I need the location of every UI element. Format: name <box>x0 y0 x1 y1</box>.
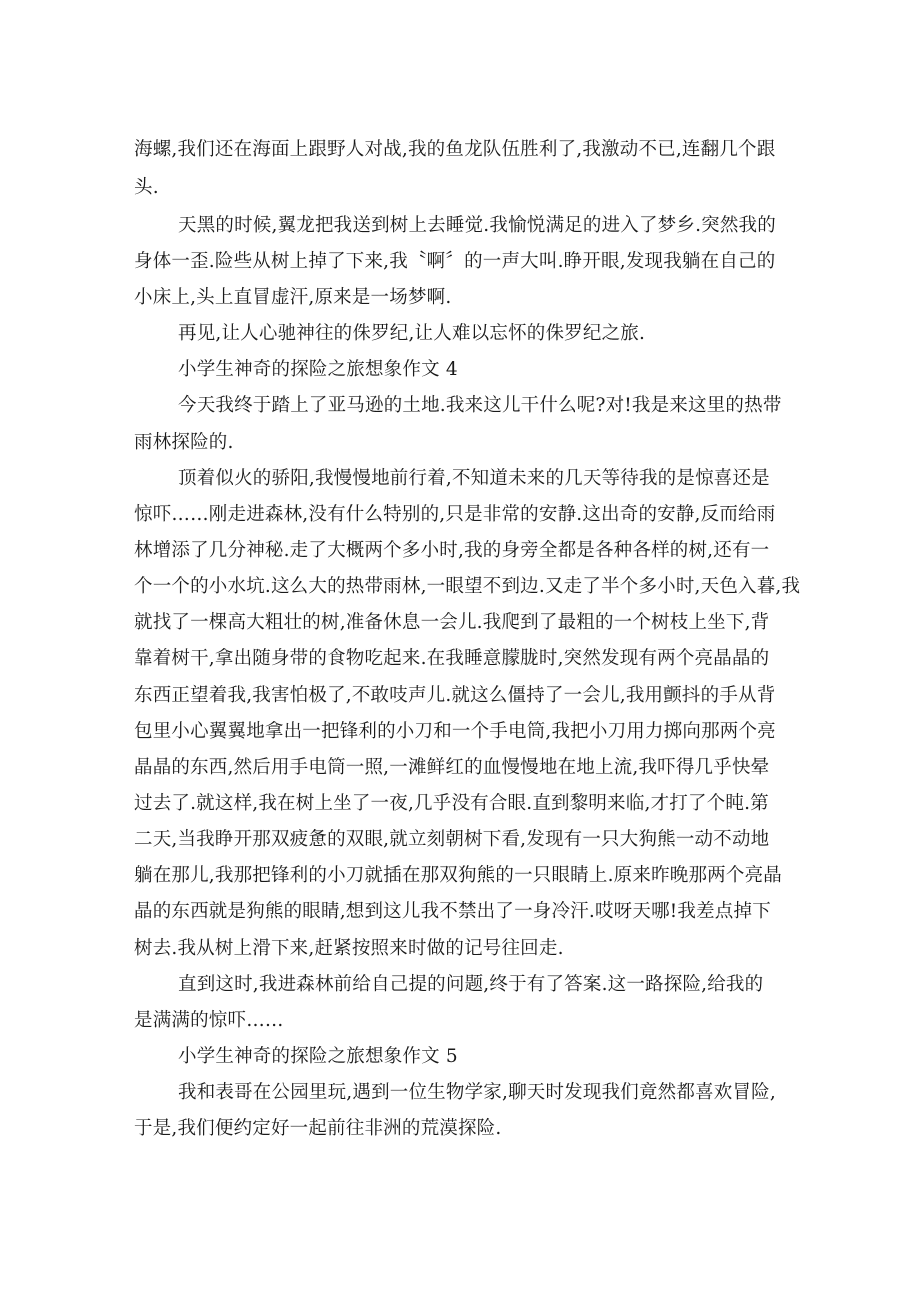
text-line: 树去.我从树上滑下来,赶紧按照来时做的记号往回走. <box>134 938 564 959</box>
text-line: 于是,我们便约定好一起前往非洲的荒漠探险. <box>134 1118 502 1139</box>
text-line: 是满满的惊吓…… <box>134 1010 284 1031</box>
text-line: 头. <box>134 177 159 198</box>
paragraph-line: 今天我终于踏上了亚马逊的土地.我来这儿干什么呢?对!我是来这里的热带 <box>178 395 782 416</box>
text-line: 海螺,我们还在海面上跟野人对战,我的鱼龙队伍胜利了,我激动不已,连翻几个跟 <box>134 139 776 160</box>
text-line: 东西正望着我,我害怕极了,不敢吱声儿.就这么僵持了一会儿,我用颤抖的手从背 <box>134 685 776 706</box>
paragraph-line: 我和表哥在公园里玩,遇到一位生物学家,聊天时发现我们竟然都喜欢冒险, <box>178 1082 776 1103</box>
paragraph-line: 直到这时,我进森林前给自己提的问题,终于有了答案.这一路探险,给我的 <box>178 974 764 995</box>
text-line: 个一个的小水坑.这么大的热带雨林,一眼望不到边.又走了半个多小时,天色入暮,我 <box>134 576 801 597</box>
text-line: 躺在那儿,我那把锋利的小刀就插在那双狗熊的一只眼睛上.原来昨晚那两个亮晶 <box>134 865 782 886</box>
text-line: 就找了一棵高大粗壮的树,准备休息一会儿.我爬到了最粗的一个树枝上坐下,背 <box>134 612 770 633</box>
text-line: 晶的东西就是狗熊的眼睛,想到这儿我不禁出了一身冷汗.哎呀天哪!我差点掉下 <box>134 901 771 922</box>
text-line: 二天,当我睁开那双疲惫的双眼,就立刻朝树下看,发现有一只大狗熊一动不动地 <box>134 829 770 850</box>
text-line: 过去了.就这样,我在树上坐了一夜,几乎没有合眼.直到黎明来临,才打了个盹.第 <box>134 793 769 814</box>
text-line: 惊吓……刚走进森林,没有什么特别的,只是非常的安静.这出奇的安静,反而给雨 <box>134 504 776 525</box>
section-heading: 小学生神奇的探险之旅想象作文 5 <box>178 1046 458 1067</box>
text-line: 靠着树干,拿出随身带的食物吃起来.在我睡意朦胧时,突然发现有两个亮晶晶的 <box>134 648 770 669</box>
section-heading: 小学生神奇的探险之旅想象作文 4 <box>178 359 458 380</box>
paragraph-line: 天黑的时候,翼龙把我送到树上去睡觉.我愉悦满足的进入了梦乡.突然我的 <box>178 215 776 236</box>
text-line: 晶晶的东西,然后用手电筒一照,一滩鲜红的血慢慢地在地上流,我吓得几乎快晕 <box>134 757 770 778</box>
paragraph-line: 再见,让人心驰神往的侏罗纪,让人难以忘怀的侏罗纪之旅. <box>178 323 646 344</box>
paragraph-line: 顶着似火的骄阳,我慢慢地前行着,不知道未来的几天等待我的是惊喜还是 <box>178 468 770 489</box>
text-line: 小床上,头上直冒虚汗,原来是一场梦啊. <box>134 287 452 308</box>
text-line: 身体一歪.险些从树上掉了下来,我〝啊〞的一声大叫.睁开眼,发现我躺在自己的 <box>134 251 776 272</box>
text-line: 林增添了几分神秘.走了大概两个多小时,我的身旁全都是各种各样的树,还有一 <box>134 540 770 561</box>
text-line: 包里小心翼翼地拿出一把锋利的小刀和一个手电筒,我把小刀用力掷向那两个亮 <box>134 721 776 742</box>
text-line: 雨林探险的. <box>134 432 234 453</box>
